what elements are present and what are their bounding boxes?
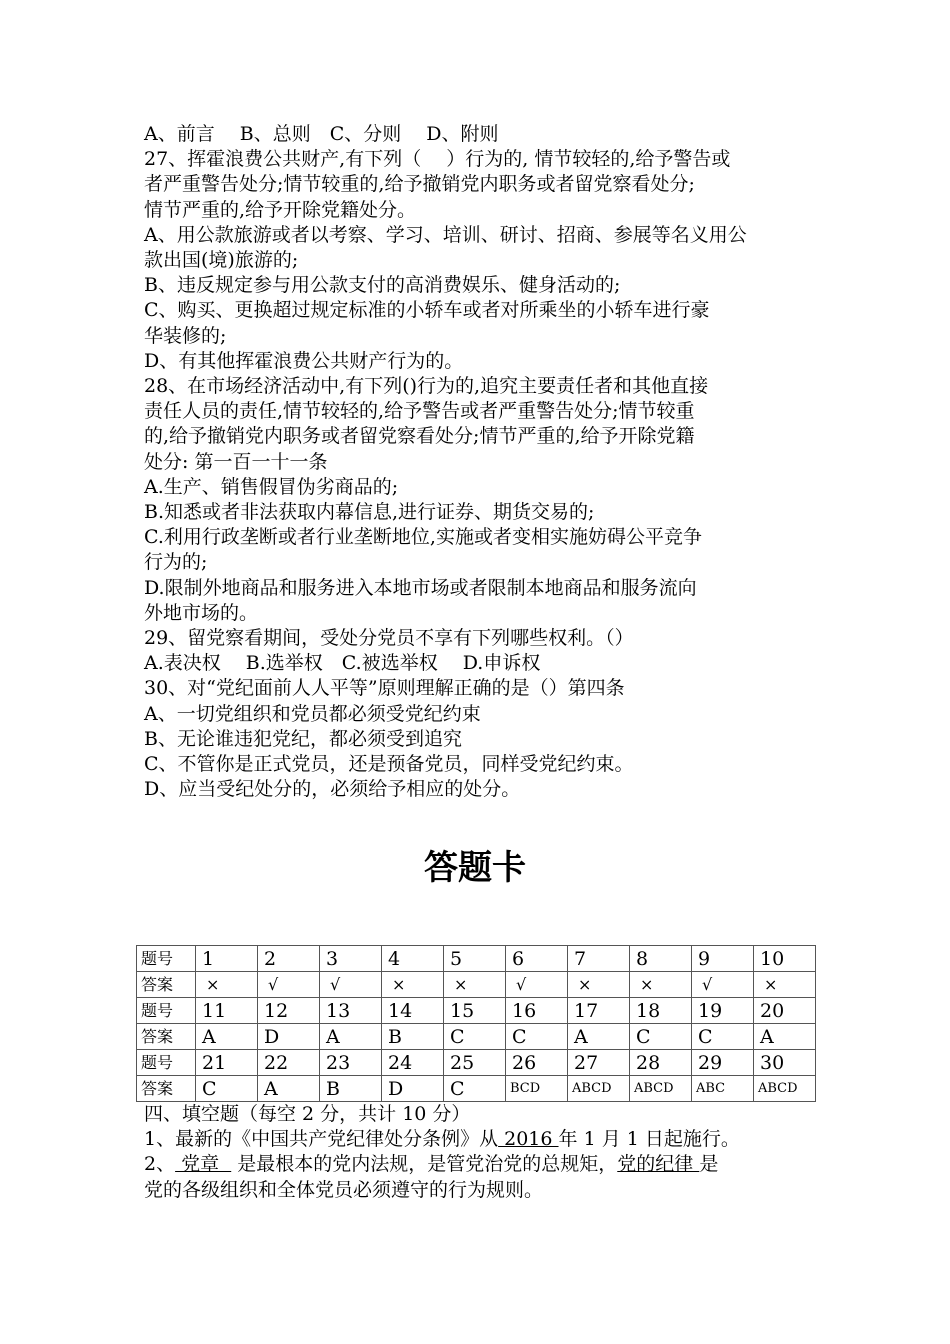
fill-answer-blank: 2016 (498, 1128, 559, 1151)
table-cell: ABCD (568, 1076, 630, 1102)
row-label: 答案 (137, 1024, 196, 1050)
table-cell: 18 (630, 998, 692, 1024)
fill-text: 1、最新的《中国共产党纪律处分条例》从 (144, 1128, 499, 1151)
row-label: 题号 (137, 1050, 196, 1076)
table-cell: B (320, 1076, 382, 1102)
answer-card-title: 答题卡 (424, 848, 526, 888)
table-cell: A (258, 1076, 320, 1102)
table-cell: 2 (258, 946, 320, 972)
table-cell: 10 (754, 946, 816, 972)
table-cell: 4 (382, 946, 444, 972)
table-cell: C (630, 1024, 692, 1050)
row-label: 题号 (137, 946, 196, 972)
table-cell: 24 (382, 1050, 444, 1076)
table-cell: × (196, 972, 258, 998)
question-line: C.利用行政垄断或者行业垄断地位,实施或者变相实施妨碍公平竞争 (144, 526, 702, 549)
question-line: 责任人员的责任,情节较轻的,给予警告或者严重警告处分;情节较重 (144, 400, 695, 423)
question-line: 29、留党察看期间，受处分党员不享有下列哪些权利。（） (144, 627, 634, 650)
fill-answer-blank: 党的纪律 (617, 1153, 700, 1176)
table-cell: √ (692, 972, 754, 998)
fill-text: 是 (699, 1153, 719, 1176)
question-line: 行为的; (144, 551, 208, 574)
question-line: A、一切党组织和党员都必须受党纪约束 (144, 702, 481, 725)
table-cell: 17 (568, 998, 630, 1024)
table-cell: 23 (320, 1050, 382, 1076)
fill-answer-blank: 党章 (175, 1153, 232, 1176)
table-cell: D (258, 1024, 320, 1050)
question-line: A、用公款旅游或者以考察、学习、培训、研讨、招商、参展等名义用公 (144, 223, 747, 246)
table-cell: 12 (258, 998, 320, 1024)
table-cell: × (444, 972, 506, 998)
question-line: A、前言 B、总则 C、分则 D、附则 (144, 123, 499, 145)
fill-text: 2、 (144, 1153, 176, 1176)
table-cell: ABCD (630, 1076, 692, 1102)
question-line: D.限制外地商品和服务进入本地市场或者限制本地商品和服务流向 (144, 576, 697, 599)
question-line: 情节严重的,给予开除党籍处分。 (144, 198, 417, 221)
question-line: A.表决权 B.选举权 C.被选举权 D.申诉权 (144, 652, 541, 675)
table-cell: C (506, 1024, 568, 1050)
question-line: D、应当受纪处分的，必须给予相应的处分。 (144, 778, 521, 801)
question-line: B、无论谁违犯党纪，都必须受到追究 (144, 727, 462, 750)
table-cell: D (382, 1076, 444, 1102)
row-label: 题号 (137, 998, 196, 1024)
table-cell: 29 (692, 1050, 754, 1076)
table-cell: 16 (506, 998, 568, 1024)
question-line: 28、在市场经济活动中,有下列()行为的,追究主要责任者和其他直接 (144, 375, 709, 398)
fill-in-section (144, 1102, 824, 1203)
table-cell: 30 (754, 1050, 816, 1076)
table-cell: C (444, 1076, 506, 1102)
table-cell: 15 (444, 998, 506, 1024)
question-line: 30、对“党纪面前人人平等”原则理解正确的是（）第四条 (144, 677, 625, 700)
table-cell: × (630, 972, 692, 998)
table-cell: 13 (320, 998, 382, 1024)
table-cell: 28 (630, 1050, 692, 1076)
table-cell: BCD (506, 1076, 568, 1102)
table-cell: C (196, 1076, 258, 1102)
table-cell: 22 (258, 1050, 320, 1076)
table-cell: 8 (630, 946, 692, 972)
table-cell: 5 (444, 946, 506, 972)
table-cell: 9 (692, 946, 754, 972)
table-cell: 7 (568, 946, 630, 972)
table-cell: × (754, 972, 816, 998)
table-cell: A (196, 1024, 258, 1050)
fill-heading: 四、填空题（每空 2 分，共计 10 分） (144, 1103, 471, 1125)
question-line: 者严重警告处分;情节较重的,给予撤销党内职务或者留党察看处分; (144, 173, 695, 196)
table-cell: 11 (196, 998, 258, 1024)
row-label: 答案 (137, 1076, 196, 1102)
fill-text: 是最根本的党内法规，是管党治党的总规矩， (231, 1153, 618, 1176)
table-cell: √ (506, 972, 568, 998)
question-line: A.生产、销售假冒伪劣商品的; (144, 475, 399, 498)
table-cell: 3 (320, 946, 382, 972)
fill-question-1 (144, 1127, 824, 1152)
answer-card-table (136, 945, 816, 1102)
table-cell: ABC (692, 1076, 754, 1102)
table-row (137, 946, 816, 972)
table-cell: A (754, 1024, 816, 1050)
question-line: 华装修的; (144, 324, 227, 347)
fill-question-2-continued: 党的各级组织和全体党员必须遵守的行为规则。 (144, 1178, 544, 1201)
table-cell: √ (258, 972, 320, 998)
question-line: B、违反规定参与用公款支付的高消费娱乐、健身活动的; (144, 274, 621, 297)
question-line: 款出国(境)旅游的; (144, 249, 299, 272)
question-line: 27、挥霍浪费公共财产,有下列（ ）行为的, 情节较轻的,给予警告或 (144, 148, 731, 171)
table-cell: 14 (382, 998, 444, 1024)
fill-text: 年 1 月 1 日起施行。 (558, 1128, 740, 1151)
question-line: C、购买、更换超过规定标准的小轿车或者对所乘坐的小轿车进行豪 (144, 299, 710, 322)
table-cell: C (444, 1024, 506, 1050)
row-label: 答案 (137, 972, 196, 998)
question-line: 外地市场的。 (144, 601, 259, 624)
table-cell: × (382, 972, 444, 998)
table-cell: 20 (754, 998, 816, 1024)
question-line: 处分: 第一百一十一条 (144, 450, 328, 473)
table-row (137, 972, 816, 998)
table-cell: 21 (196, 1050, 258, 1076)
table-cell: 27 (568, 1050, 630, 1076)
table-row (137, 1050, 816, 1076)
table-row (137, 1076, 816, 1102)
table-cell: 19 (692, 998, 754, 1024)
table-row (137, 998, 816, 1024)
table-cell: 25 (444, 1050, 506, 1076)
table-cell: 26 (506, 1050, 568, 1076)
table-cell: C (692, 1024, 754, 1050)
question-line: 的,给予撤销党内职务或者留党察看处分;情节严重的,给予开除党籍 (144, 425, 695, 448)
table-cell: A (568, 1024, 630, 1050)
table-cell: A (320, 1024, 382, 1050)
table-cell: 1 (196, 946, 258, 972)
question-line: D、有其他挥霍浪费公共财产行为的。 (144, 349, 464, 372)
table-cell: 6 (506, 946, 568, 972)
table-cell: √ (320, 972, 382, 998)
question-section (144, 122, 814, 802)
question-line: C、不管你是正式党员，还是预备党员，同样受党纪约束。 (144, 753, 634, 776)
table-cell: ABCD (754, 1076, 816, 1102)
fill-question-2 (144, 1152, 824, 1177)
table-cell: B (382, 1024, 444, 1050)
table-row (137, 1024, 816, 1050)
table-cell: × (568, 972, 630, 998)
question-line: B.知悉或者非法获取内幕信息,进行证券、期货交易的; (144, 501, 595, 524)
